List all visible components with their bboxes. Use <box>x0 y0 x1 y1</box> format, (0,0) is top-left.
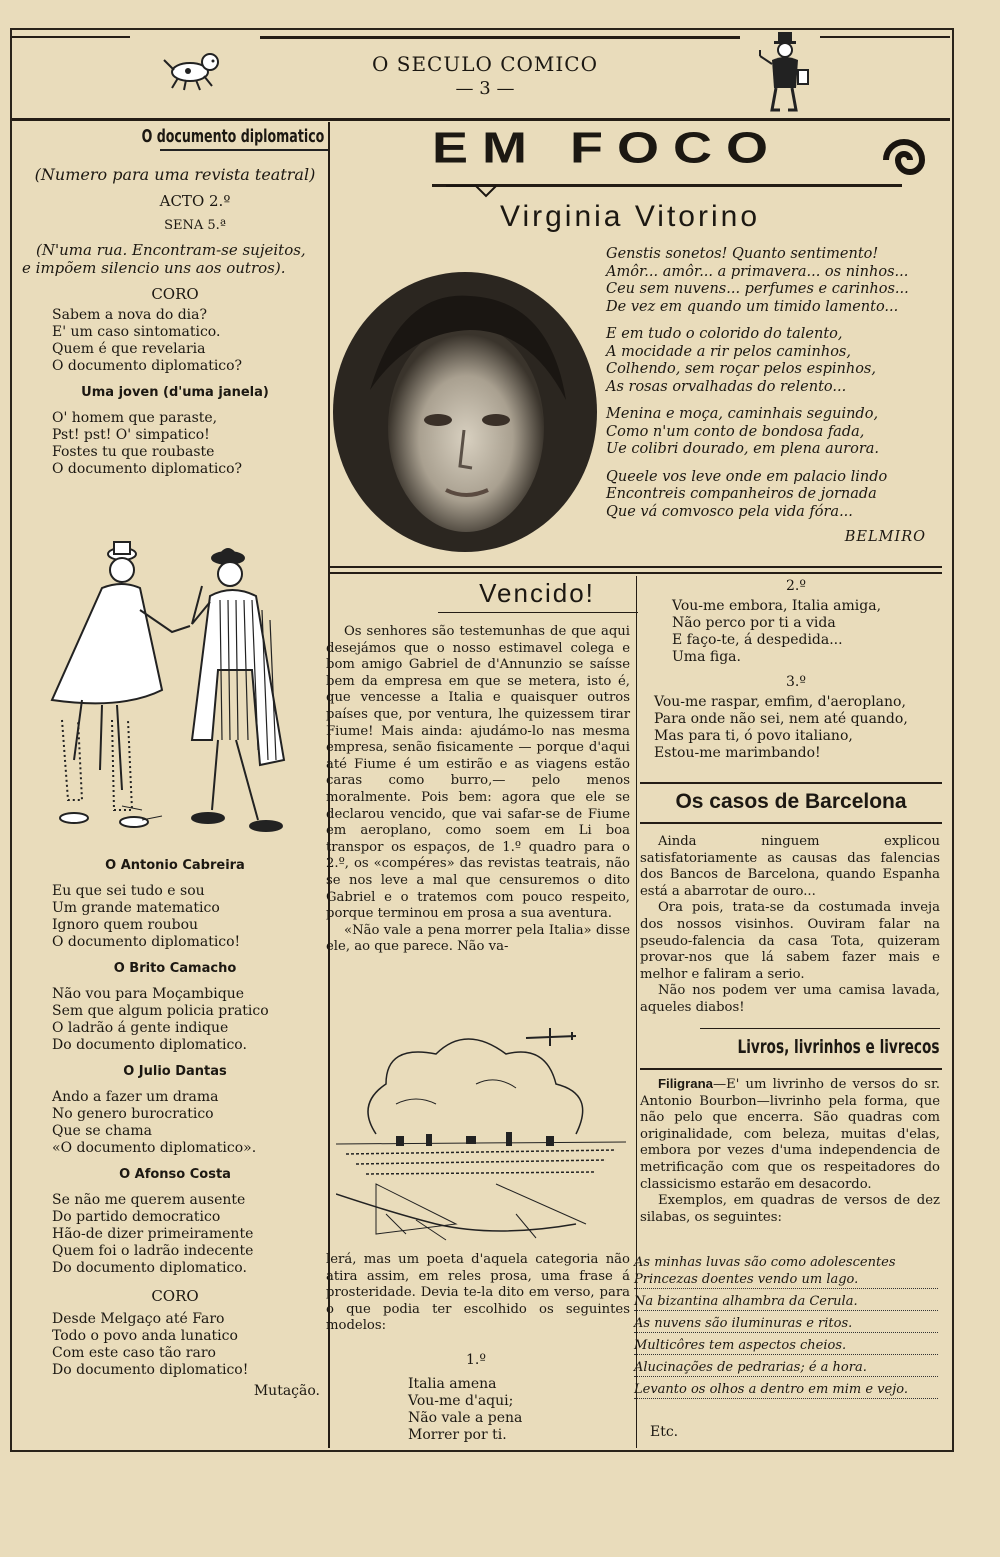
header-rule-center <box>260 36 740 39</box>
barcelona-paragraph: Não nos podem ver uma camisa lavada, aqueles diabos! <box>640 983 940 1015</box>
verse-line: Menina e moça, caminhais seguindo, <box>606 406 879 422</box>
livros-body: —E' um livrinho de versos do sr. Antonio Bourbon—livrinho pela forma, que não pelo que encerra. São quadras com originalidade, com beleza, muitas d'elas, embora por vezes d'uma independencia de metrificação com que os respeitadores do classicismo estarão em desacordo. <box>640 1077 940 1192</box>
stanza <box>606 326 946 396</box>
verse-line: Um grande matematico <box>52 900 220 916</box>
verse-line: Vou-me d'aqui; <box>408 1393 514 1409</box>
cabreira-verse <box>22 883 328 951</box>
verse-line: As rosas orvalhadas do relento... <box>606 378 847 395</box>
barcelona-paragraph: Ainda ninguem explicou satisfatoriamente as causas das falencias dos Bancos de Barcelona, quando Espanha está a abarrotar de ouro... <box>640 834 940 899</box>
etc-text: Etc. <box>650 1424 679 1440</box>
vencido-paragraph: Os senhores são testemunhas de que aqui desejámos que o nosso estimavel colega e bom amigo Gabriel de d'Annunzio se saísse bem da empresa em que se metera, isto é, que vencesse a Italia e quaisquer outros países que, por ventura, lhe quizessem tirar Fiume! Mais ainda: ajudámo-lo nas mesma empresa, senão fisicamente — porque d'aqui até Fiume é um estirão e as viagens estão caras como burro,— pelo menos moralmente. Pois bem: agora que ele se declarou vencido, que vai safar-se de Fiume em aeroplano, como soem em Li boa transpor os espaços, de 1.º quadro para o 2.º, os «compéres» das revistas teatrais, não se nos leve a mal que censuremos o dito Gabriel e o tratemos com pouco respeito, porque terminou em prosa a sua aventura. <box>326 624 630 922</box>
stanza <box>606 406 946 459</box>
quote-line: As nuvens são iluminuras e ritos. <box>634 1311 938 1333</box>
quote-line: Levanto os olhos a dentro em mim e vejo. <box>634 1377 938 1399</box>
verse-line: Do documento diplomatico! <box>52 1362 249 1378</box>
verse-line: O' homem que paraste, <box>52 410 218 426</box>
left-column <box>22 126 328 478</box>
verse-line: Genstis sonetos! Quanto sentimento! <box>606 246 879 262</box>
header-title: O SECULO COMICO <box>371 52 599 76</box>
verse-line: Estou-me marimbando! <box>654 745 821 761</box>
verse-line: Vou-me embora, Italia amiga, <box>672 598 882 614</box>
coro-heading: CORO <box>151 285 199 303</box>
em-foco-title: EM FOCO <box>432 124 782 172</box>
model-1-number: 1.º <box>466 1352 486 1368</box>
dantas-heading: O Julio Dantas <box>123 1064 227 1079</box>
stage-line: e impõem silencio uns aos outros). <box>22 259 286 277</box>
mutacao: Mutação. <box>253 1383 320 1399</box>
joven-heading: Uma joven (d'uma janela) <box>81 385 269 400</box>
vencido-paragraph: «Não vale a pena morrer pela Italia» disse ele, ao que parece. Não va- <box>326 922 630 955</box>
costa-heading: O Afonso Costa <box>119 1167 231 1182</box>
left-subtitle: (Numero para uma revista teatral) <box>34 165 316 184</box>
vencido-underline <box>438 612 638 613</box>
quote-line: Multicôres tem aspectos cheios. <box>634 1333 938 1355</box>
verse-line: Para onde não sei, nem até quando, <box>654 711 908 727</box>
foco-bottom-rule-1 <box>330 566 942 568</box>
verse-line: De vez em quando um timido lamento... <box>606 298 899 315</box>
header-rule-right <box>820 36 950 38</box>
verse-line: Não vale a pena <box>408 1410 523 1426</box>
vencido-title: Vencido! <box>479 578 595 608</box>
verse-line: Sem que algum policia pratico <box>52 1003 269 1019</box>
acto: ACTO 2.º <box>159 192 231 210</box>
swirl-icon <box>880 136 936 184</box>
coro-verse-2 <box>22 1311 328 1379</box>
verse-line: Desde Melgaço até Faro <box>52 1311 225 1327</box>
livros-paragraph <box>640 1076 940 1193</box>
barcelona-paragraph: Ora pois, trata-se da costumada inveja dos nossos visinhos. Ouviram falar na pseudo-falencia da casa Tota, quizeram provar-nos que lá sabem fazer mais e melhor e faliram a serio. <box>640 900 940 982</box>
header-rule-left <box>12 36 130 38</box>
left-title: O documento diplomatico <box>141 126 324 147</box>
joven-verse <box>22 410 328 478</box>
dantas-verse <box>22 1089 328 1157</box>
verse-line: Fostes tu que roubaste <box>52 444 215 460</box>
left-column-lower <box>22 858 328 1399</box>
verse-line: O documento diplomatico! <box>52 934 241 950</box>
quote-line: Na bizantina alhambra da Cerula. <box>634 1289 938 1311</box>
livros-title: Livros, livrinhos e livrecos <box>737 1036 940 1058</box>
verse-line: Italia amena <box>408 1376 497 1392</box>
verse-line: Ignoro quem roubou <box>52 917 199 933</box>
cabreira-heading: O Antonio Cabreira <box>105 858 245 873</box>
verse-line: Não perco por ti a vida <box>672 615 836 631</box>
verse-line: No genero burocratico <box>52 1106 214 1122</box>
verse-line: Se não me querem ausente <box>52 1192 246 1208</box>
gentleman-icon <box>752 30 812 120</box>
verse-line: Do documento diplomatico. <box>52 1037 247 1053</box>
coro-heading-2: CORO <box>151 1287 199 1305</box>
poet-name: Virginia Vitorino <box>499 200 761 233</box>
stanza <box>606 469 946 522</box>
verse-line: Que vá comvosco pela vida fóra... <box>606 503 853 520</box>
signature: BELMIRO <box>844 529 926 545</box>
verse-line: Ando a fazer um drama <box>52 1089 219 1105</box>
verse-line: Ue colibri dourado, em plena aurora. <box>606 441 880 457</box>
verse-line: Mas para ti, ó povo italiano, <box>654 728 853 744</box>
dog-icon <box>160 42 230 92</box>
verse-line: Como n'um conto de bondosa fada, <box>606 423 865 440</box>
stanza <box>606 246 946 316</box>
header-bottom-rule <box>12 118 950 121</box>
quote-line: As minhas luvas são como adolescentes <box>634 1255 896 1270</box>
foco-poem <box>606 246 946 547</box>
aeroplane-landscape-illustration <box>336 1024 626 1246</box>
model-2-verse <box>650 598 942 666</box>
livros-bottom-rule <box>640 1068 942 1070</box>
verse-line: Uma figa. <box>672 649 741 665</box>
verse-line: E em tudo o colorido do talento, <box>606 326 843 342</box>
verse-line: Pst! pst! O' simpatico! <box>52 427 210 443</box>
livros-lead: Filigrana <box>658 1076 713 1091</box>
model-2-number: 2.º <box>786 578 806 594</box>
barcelona-text <box>640 834 940 1017</box>
costa-verse <box>22 1192 328 1277</box>
model-1-verse <box>408 1376 608 1444</box>
verse-line: O ladrão á gente indique <box>52 1020 229 1036</box>
livros-paragraph: Exemplos, em quadras de versos de dez silabas, os seguintes: <box>640 1193 940 1225</box>
verse-line: Queele vos leve onde em palacio lindo <box>606 468 888 485</box>
verse-line: O documento diplomatico? <box>52 461 243 477</box>
verse-line: Do documento diplomatico. <box>52 1260 247 1276</box>
verse-line: Não vou para Moçambique <box>52 986 245 1002</box>
barcelona-bottom-rule <box>640 822 942 824</box>
vencido-text <box>326 624 630 956</box>
portrait-photo <box>330 270 600 554</box>
verse-line: O documento diplomatico? <box>52 358 243 374</box>
verse-line: Hão-de dizer primeiramente <box>52 1226 254 1242</box>
verse-line: Amôr... amôr... a primavera... os ninhos... <box>606 263 909 280</box>
barcelona-top-rule <box>640 782 942 784</box>
stage-direction <box>22 241 328 277</box>
sena: SENA 5.ª <box>164 218 226 233</box>
verse-line: Vou-me raspar, emfim, d'aeroplano, <box>654 694 906 710</box>
camacho-verse <box>22 986 328 1054</box>
verse-line: Quem é que revelaria <box>52 341 206 357</box>
camacho-heading: O Brito Camacho <box>113 961 237 976</box>
verse-line: «O documento diplomatico». <box>52 1140 257 1156</box>
right-column <box>650 578 942 762</box>
livros-top-rule <box>700 1028 940 1029</box>
verse-line: Com este caso tão raro <box>52 1345 216 1361</box>
verse-line: Que se chama <box>52 1123 152 1139</box>
model-3-number: 3.º <box>786 674 806 690</box>
livros-title-wrap <box>640 1036 940 1058</box>
quote-line: Alucinações de pedrarias; é a hora. <box>634 1355 938 1377</box>
verse-line: Morrer por ti. <box>408 1427 507 1443</box>
coro-verse <box>22 307 328 375</box>
livros-quotes <box>634 1250 938 1399</box>
verse-line: E faço-te, á despedida... <box>672 632 843 648</box>
foco-bottom-rule-2 <box>330 572 942 574</box>
verse-line: Do partido democratico <box>52 1209 221 1225</box>
vencido-paragraph: lerá, mas um poeta d'aquela categoria não atira assim, em reles prosa, uma frase á prosteridade. Devia te-la dito em verso, para o que podia ter escolhido os seguintes modelos: <box>326 1252 630 1334</box>
verse-line: A mocidade a rir pelos caminhos, <box>606 343 851 360</box>
quote-line: Princezas doentes vendo um lago. <box>634 1271 938 1289</box>
verse-line: Quem foi o ladrão indecente <box>52 1243 254 1259</box>
verse-line: Eu que sei tudo e sou <box>52 883 205 899</box>
vencido-text-cont <box>326 1252 630 1335</box>
stage-line: (N'uma rua. Encontram-se sujeitos, <box>36 241 306 259</box>
arrow-ornament-icon <box>446 184 506 198</box>
left-title-underline <box>160 149 328 151</box>
verse-line: Colhendo, sem roçar pelos espinhos, <box>606 361 876 377</box>
model-3-verse <box>650 694 942 762</box>
verse-line: Todo o povo anda lunatico <box>52 1328 238 1344</box>
livros-text <box>640 1076 940 1226</box>
verse-line: Sabem a nova do dia? <box>52 307 207 323</box>
barcelona-title: Os casos de Barcelona <box>675 790 907 813</box>
page-number: — 3 — <box>455 78 515 99</box>
verse-line: Ceu sem nuvens... perfumes e carinhos... <box>606 281 909 297</box>
verse-line: Encontreis companheiros de jornada <box>606 486 877 502</box>
verse-line: E' um caso sintomatico. <box>52 324 221 340</box>
cartoon-illustration <box>22 540 312 840</box>
